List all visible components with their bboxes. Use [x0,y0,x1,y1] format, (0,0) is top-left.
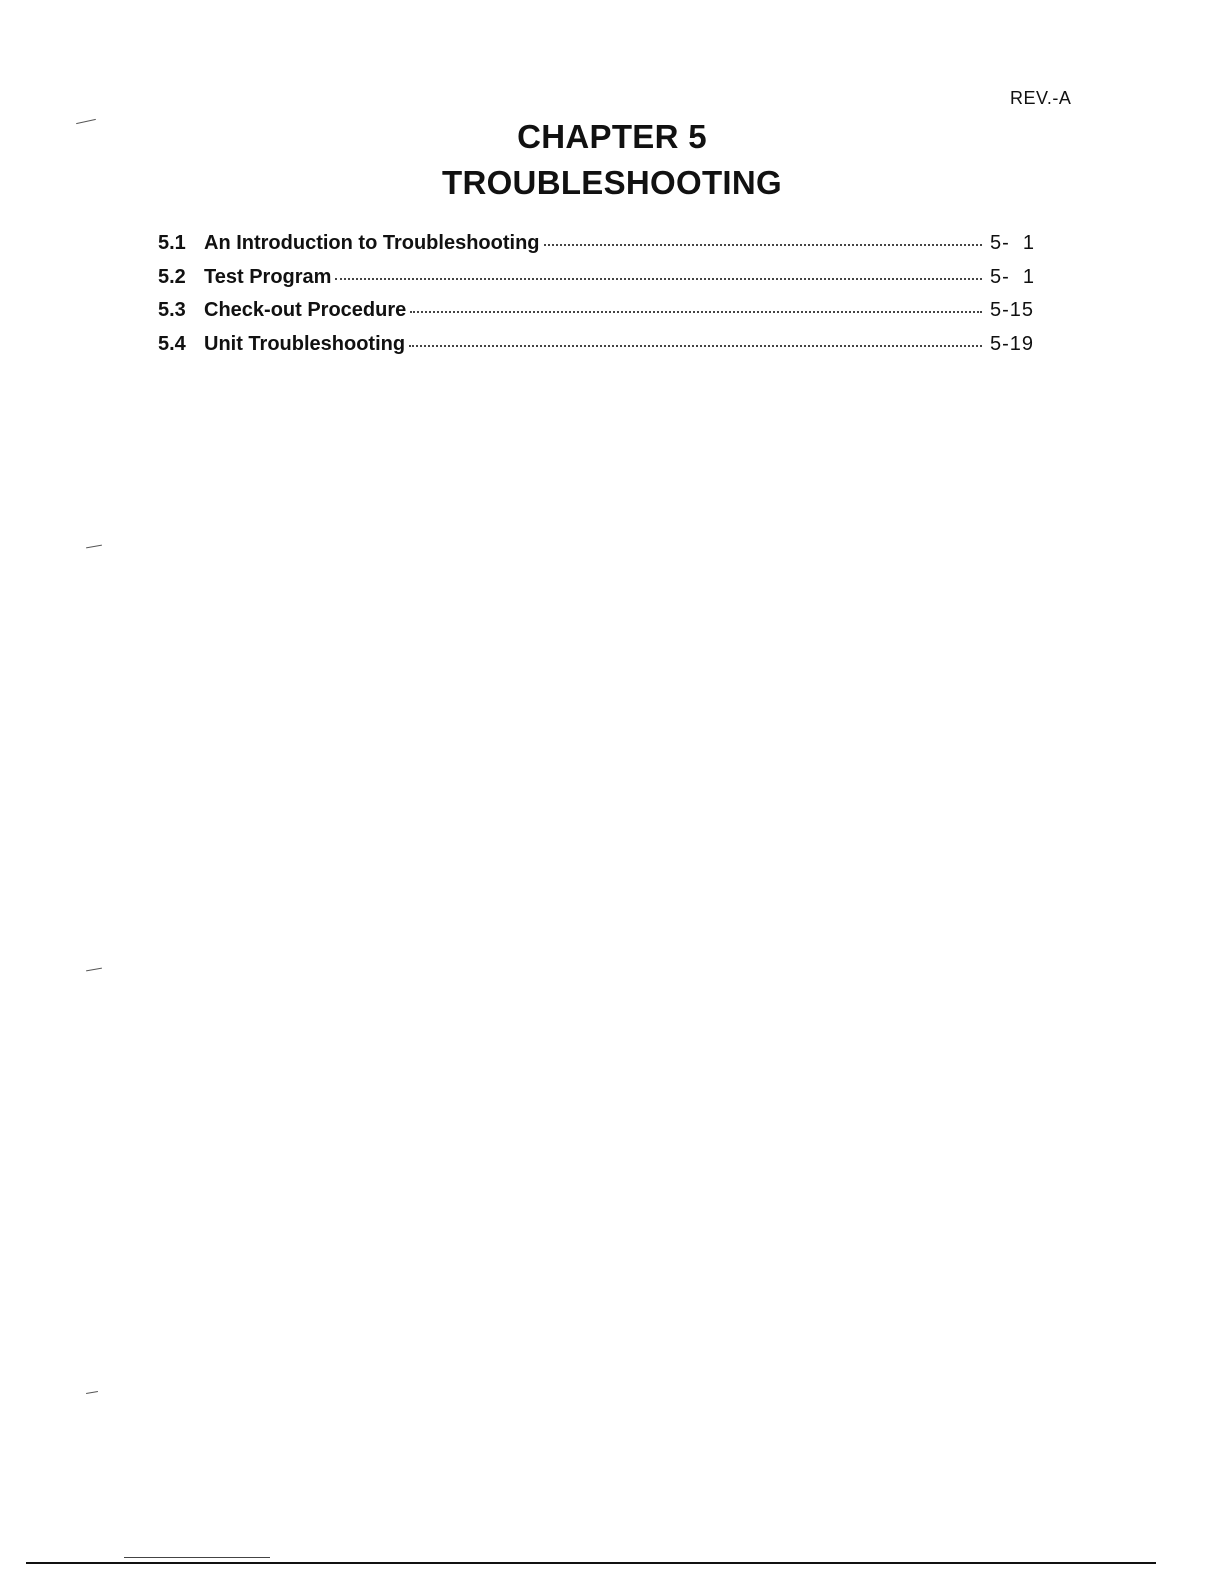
toc-entry-page: 5-15 [990,299,1035,321]
footer-rule-short [124,1557,270,1558]
toc-entry[interactable] [158,266,1038,300]
toc-entry-label: Unit Troubleshooting [204,332,406,355]
toc-entry-number: 5.2 [158,265,186,288]
chapter-heading [0,114,1224,206]
toc-dot-leader [410,311,982,313]
toc-entry-number: 5.4 [158,332,186,355]
table-of-contents [158,232,1038,366]
chapter-subject: TROUBLESHOOTING [442,164,782,201]
toc-entry-page: 5-19 [990,332,1035,355]
toc-entry-page: 5- 1 [990,265,1036,288]
chapter-number: CHAPTER 5 [517,118,707,155]
toc-entry-page: 5- 1 [990,232,1036,254]
toc-entry-label: Check-out Procedure [204,299,407,321]
toc-entry[interactable] [158,333,1038,367]
toc-entry-label: An Introduction to Troubleshooting [204,232,540,254]
scan-mark [86,545,102,549]
scan-mark [86,968,102,972]
footer-rule [26,1562,1156,1564]
toc-entry-number: 5.1 [158,232,186,254]
toc-entry[interactable] [158,299,1038,333]
toc-dot-leader [335,278,982,280]
scan-mark [86,1391,98,1394]
toc-dot-leader [409,345,982,347]
toc-entry[interactable] [158,232,1038,266]
toc-entry-number: 5.3 [158,299,186,321]
revision-label: REV.-A [1010,88,1072,108]
toc-dot-leader [544,244,983,246]
toc-entry-label: Test Program [204,265,332,288]
